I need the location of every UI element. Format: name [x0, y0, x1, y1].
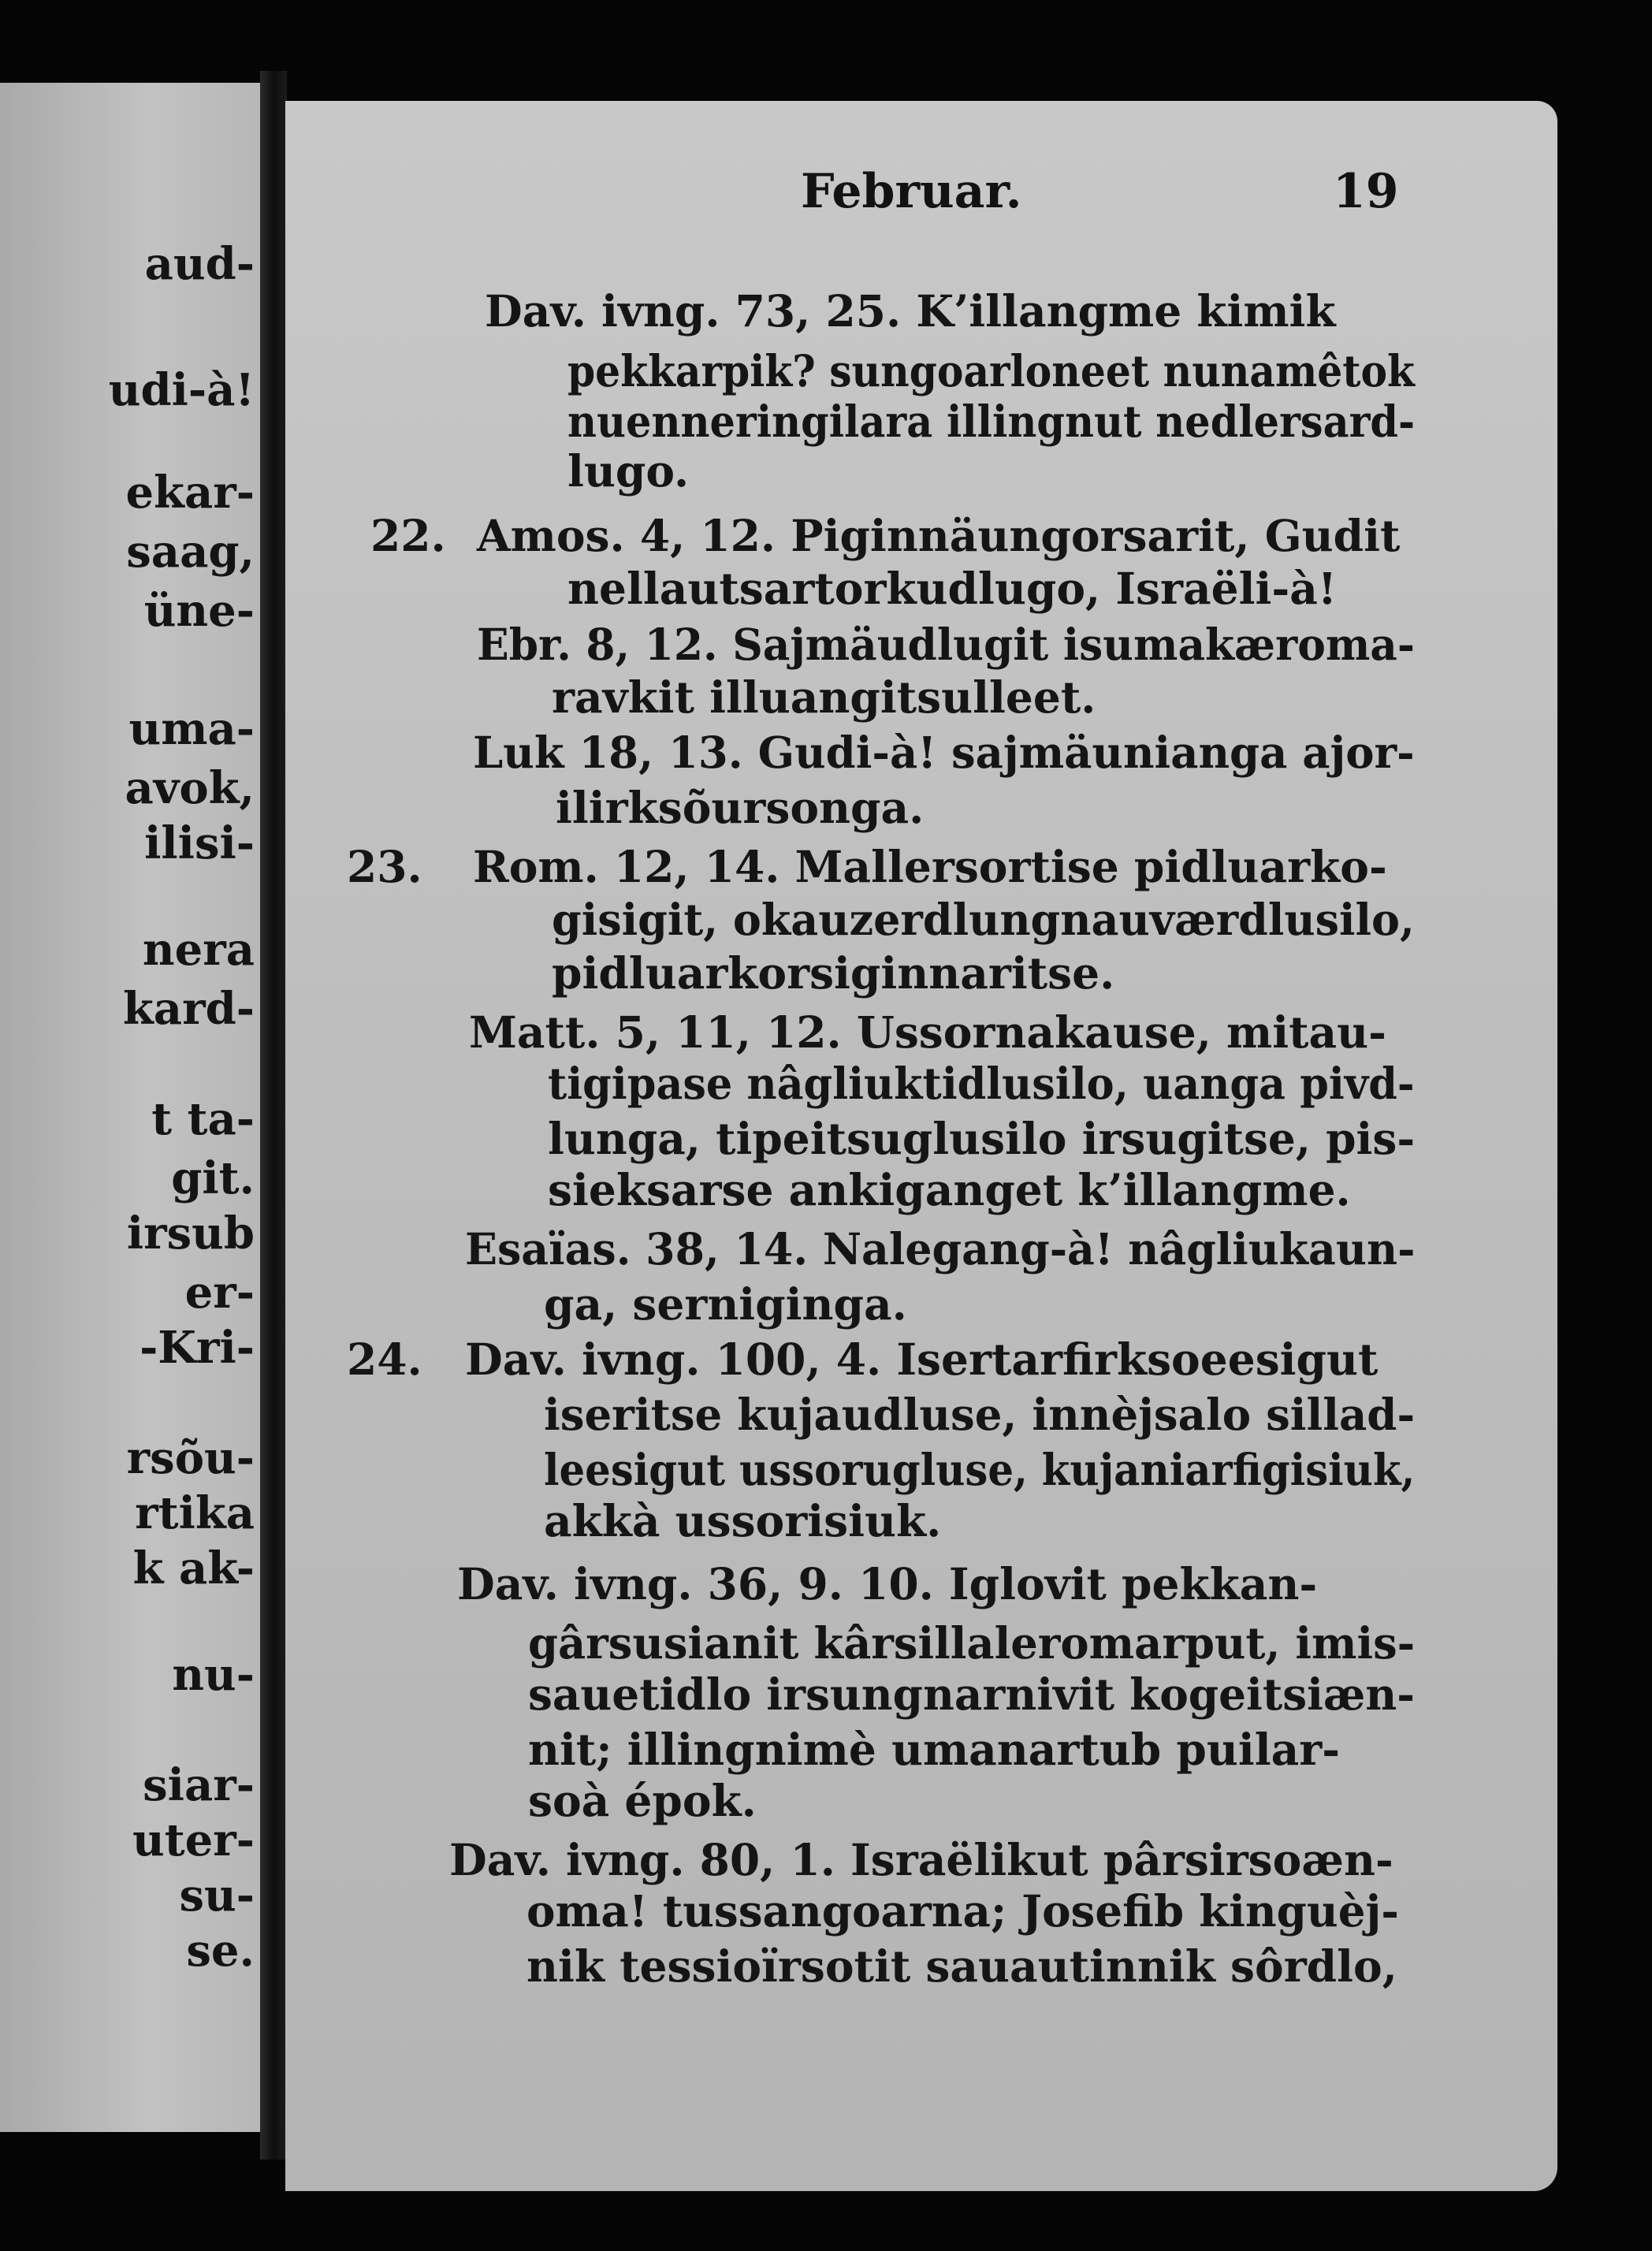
verse-text-line: nuenneringilara illingnut nedlersard-	[567, 396, 1416, 447]
scripture-reference-line: Dav. ivng. 100, 4. Isertarfirksoeesigut	[465, 1334, 1379, 1385]
left-page-fragment: udi-à!	[108, 364, 255, 416]
left-page-fragment: k ak-	[132, 1542, 255, 1594]
book-gutter	[260, 71, 287, 2160]
scripture-reference-line: Amos. 4, 12. Piginnäungorsarit, Gudit	[477, 510, 1401, 561]
left-page-fragment: git.	[171, 1152, 255, 1204]
verse-text-line: lunga, tipeitsuglusilo irsugitse, pis-	[548, 1113, 1416, 1164]
left-page-fragment: su-	[179, 1870, 255, 1922]
left-page-fragment: rsõu-	[126, 1432, 255, 1484]
left-page-fragment: nera	[142, 924, 255, 976]
date-number: 23.	[347, 841, 422, 892]
scripture-reference-line: Matt. 5, 11, 12. Ussornakause, mitau-	[469, 1006, 1386, 1058]
left-page-fragment: -Kri-	[140, 1322, 255, 1374]
verse-text-line: gârsusianit kârsillaleromarput, imis-	[528, 1617, 1416, 1669]
verse-text-line: gisigit, okauzerdlungnauværdlusilo,	[552, 894, 1415, 945]
left-page-fragment: uter-	[132, 1814, 255, 1866]
page-number: 19	[1333, 164, 1399, 219]
scripture-reference-line: Dav. ivng. 36, 9. 10. Iglovit pekkan-	[457, 1558, 1318, 1609]
scripture-reference-line: Luk 18, 13. Gudi-à! sajmäunianga ajor-	[473, 727, 1415, 778]
date-number: 24.	[347, 1334, 422, 1385]
verse-text-line: ravkit illuangitsulleet.	[552, 672, 1096, 723]
left-page	[0, 83, 272, 2132]
verse-text-line: ga, serniginga.	[544, 1278, 907, 1330]
verse-text-line: tigipase nâgliuktidlusilo, uanga pivd-	[548, 1058, 1415, 1109]
left-page-fragment: ekar-	[125, 467, 255, 519]
scripture-reference-line: Ebr. 8, 12. Sajmäudlugit isumakæroma-	[477, 619, 1416, 670]
verse-text-line: nit; illingnimè umanartub puilar-	[528, 1724, 1341, 1775]
left-page-fragment: avok,	[125, 762, 255, 814]
left-page-fragment: ilisi-	[144, 817, 255, 869]
verse-text-line: nellautsartorkudlugo, Israëli-à!	[567, 563, 1338, 614]
verse-text-line: soà épok.	[528, 1775, 757, 1826]
verse-text-line: pekkarpik? sungoarloneet nunamêtok	[567, 345, 1415, 396]
left-page-fragment: er-	[184, 1267, 255, 1319]
verse-text-line: nik tessioïrsotit sauautinnik sôrdlo,	[526, 1940, 1397, 1992]
left-page-fragment: kard-	[123, 983, 255, 1035]
left-page-fragment: saag,	[126, 526, 255, 578]
scripture-reference-line: Rom. 12, 14. Mallersortise pidluarko-	[473, 841, 1387, 892]
verse-text-line: akkà ussorisiuk.	[544, 1495, 942, 1546]
left-page-fragment: rtika	[135, 1487, 255, 1539]
scripture-reference-line: Dav. ivng. 80, 1. Israëlikut pârsirsoæn-	[449, 1834, 1393, 1885]
date-number: 22.	[370, 510, 446, 561]
verse-text-line: ilirksõursonga.	[556, 782, 925, 833]
left-page-fragment: t ta-	[151, 1093, 255, 1145]
verse-text-line: oma! tussangoarna; Josefib kinguèj-	[526, 1885, 1399, 1937]
left-page-fragment: siar-	[143, 1759, 255, 1811]
scripture-reference-line: Dav. ivng. 73, 25. K’illangme kimik	[485, 285, 1336, 337]
left-page-fragment: üne-	[143, 585, 255, 637]
left-page-fragment: irsub	[126, 1207, 255, 1259]
verse-text-line: sauetidlo irsungnarnivit kogeitsiæn-	[528, 1669, 1416, 1720]
verse-text-line: sieksarse ankiganget k’illangme.	[548, 1164, 1351, 1215]
left-page-fragment: aud-	[144, 238, 255, 290]
scripture-reference-line: Esaïas. 38, 14. Nalegang-à! nâgliukaun-	[465, 1223, 1416, 1274]
verse-text-line: lugo.	[567, 445, 690, 497]
verse-text-line: pidluarkorsiginnaritse.	[552, 947, 1115, 999]
left-page-fragment: uma-	[128, 703, 255, 755]
page-header-title: Februar.	[801, 164, 1022, 219]
left-page-fragment: nu-	[172, 1649, 255, 1701]
verse-text-line: iseritse kujaudluse, innèjsalo sillad-	[544, 1389, 1416, 1440]
left-page-fragment: se.	[186, 1925, 255, 1977]
verse-text-line: leesigut ussorugluse, kujaniarfigisiuk,	[544, 1444, 1416, 1495]
right-page	[285, 101, 1557, 2191]
